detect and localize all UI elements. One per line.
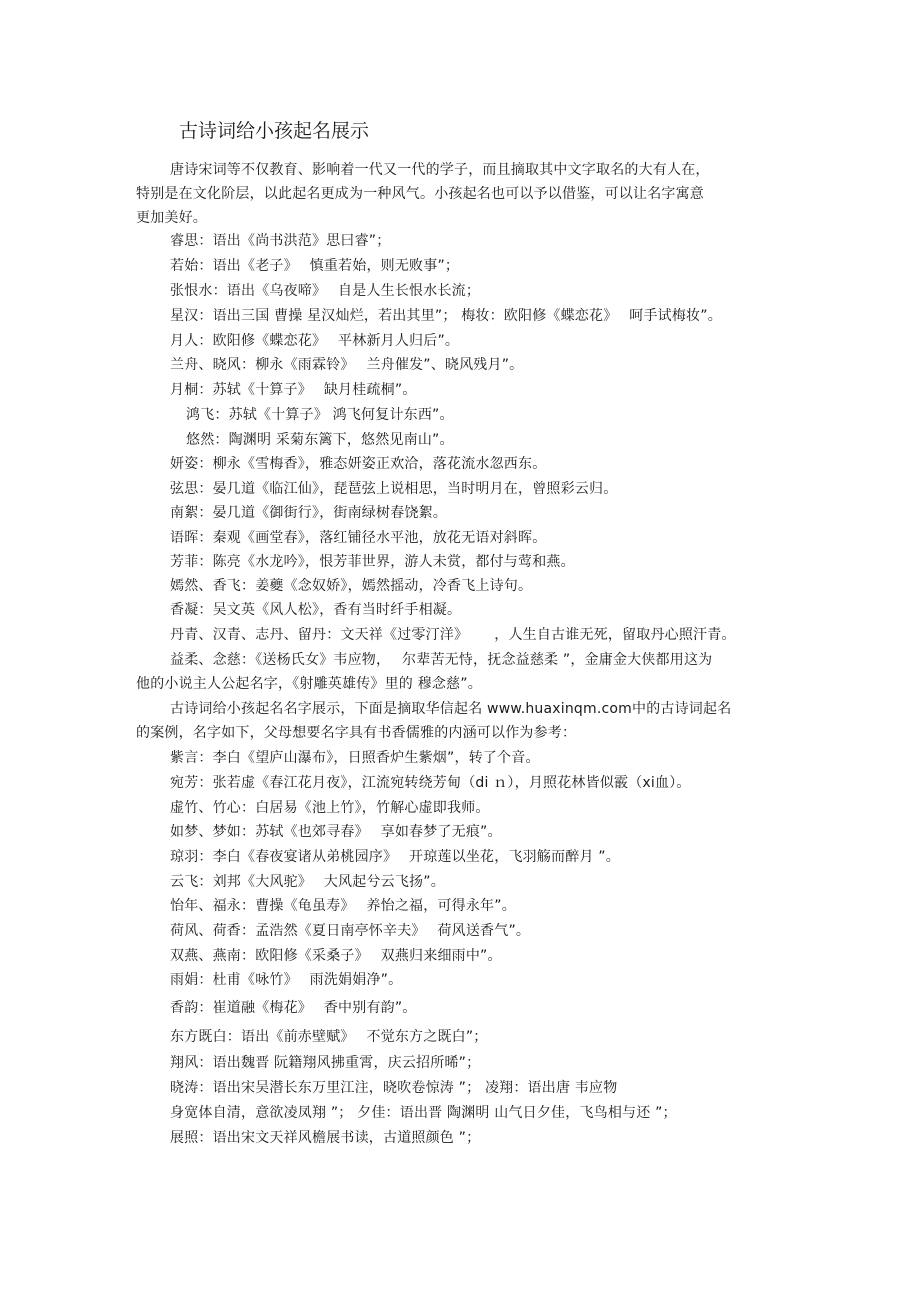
name-entry: 香韵：崔道融《梅花》 香中别有韵”。 <box>170 1000 417 1016</box>
name-entry: 紫言：李白《望庐山瀑布》，日照香炉生紫烟”，转了个音。 <box>170 750 540 766</box>
name-entry: 琼羽：李白《春夜宴诸从弟桃园序》 开琼莲以坐花，飞羽觞而醉月 ”。 <box>170 849 620 865</box>
name-entry: 张恨水：语出《乌夜啼》 自是人生长恨水长流； <box>170 283 481 299</box>
paragraph-line: 的案例，名字如下，父母想要名字具有书香儒雅的内涵可以作为参考： <box>136 725 577 741</box>
page-title: 古诗词给小孩起名展示 <box>179 120 370 142</box>
paragraph-line: 他的小说主人公起名字，《射雕英雄传》里的 穆念慈”。 <box>136 676 482 692</box>
name-entry: 南絮：晏几道《御街行》，街南绿树春饶絮。 <box>170 505 447 521</box>
name-entry: 宛芳：张若虚《春江花月夜》，江流宛转绕芳甸（di ｎ），月照花林皆似霰（xi血）。 <box>170 775 691 791</box>
name-entry: 雨娟：杜甫《咏竹》 雨洗娟娟净”。 <box>170 972 403 988</box>
name-entry: 弦思：晏几道《临江仙》，琵琶弦上说相思，当时明月在，曾照彩云归。 <box>170 481 618 497</box>
name-entry: 荷风、荷香：孟浩然《夏日南亭怀辛夫》 荷风送香气”。 <box>170 923 531 939</box>
name-entry: 双燕、燕南：欧阳修《采桑子》 双燕归来细雨中”。 <box>170 948 502 964</box>
name-entry: 妍姿：柳永《雪梅香》，雅态妍姿正欢洽，落花流水忽西东。 <box>170 456 547 472</box>
name-entry: 睿思：语出《尚书洪范》思曰睿”； <box>170 233 391 249</box>
name-entry: 悠然：陶渊明 采菊东篱下，悠然见南山”。 <box>186 432 454 448</box>
name-entry: 如梦、梦如：苏轼《也郊寻春》 享如春梦了无痕”。 <box>170 824 502 840</box>
name-entry: 展照：语出宋文天祥风檐展书读，古道照颜色 ”； <box>170 1130 481 1146</box>
name-entry: 翔风：语出魏晋 阮籍翔风拂重霄，庆云招所晞”； <box>170 1055 481 1071</box>
name-entry: 星汉：语出三国 曹操 星汉灿烂，若出其里”； 梅妆：欧阳修《蝶恋花》 呵手试梅妆”。 <box>170 308 722 324</box>
paragraph-line: 特别是在文化阶层，以此起名更成为一种风气。小孩起名也可以予以借鉴，可以让名字寓意 <box>136 186 704 202</box>
name-entry: 芳菲：陈亮《水龙吟》，恨芳菲世界，游人未赏，都付与莺和燕。 <box>170 554 575 570</box>
paragraph-line: 古诗词给小孩起名名字展示，下面是摘取华信起名 www.huaxinqm.com中的古诗词起名 <box>170 701 732 717</box>
name-entry: 云飞：刘邦《大风驼》 大风起兮云飞扬”。 <box>170 874 445 890</box>
name-entry: 月桐：苏轼《十算子》 缺月桂疏桐”。 <box>170 382 417 398</box>
name-entry: 东方既白：语出《前赤壁赋》 不觉东方之既白”； <box>170 1029 488 1045</box>
name-entry: 怡年、福永：曹操《龟虽寿》 养怡之福，可得永年”。 <box>170 898 516 914</box>
name-entry: 丹青、汉青、志丹、留丹：文天祥《过零汀洋》 ，人生自古谁无死，留取丹心照汗青。 <box>170 627 736 643</box>
name-entry: 益柔、念慈：《送杨氏女》韦应物， 尔辈苦无恃，抚念益慈柔 ”，金庸金大侠都用这为 <box>170 652 713 668</box>
name-entry: 若始：语出《老子》 慎重若始，则无败事”； <box>170 258 460 274</box>
name-entry: 晓涛：语出宋吴潜长东万里江注，晓吹卷惊涛 ”； 凌翔：语出唐 韦应物 <box>170 1080 618 1096</box>
name-entry: 嫣然、香飞：姜夔《念奴娇》，嫣然摇动，冷香飞上诗句。 <box>170 578 533 594</box>
paragraph-line: 更加美好。 <box>136 210 207 226</box>
name-entry: 兰舟、晓风：柳永《雨霖铃》 兰舟催发”、晓风残月”。 <box>170 357 524 373</box>
name-entry: 身宽体自清，意欲凌凤翔 ”； 夕佳：语出晋 陶渊明 山气日夕佳，飞鸟相与还 ”； <box>170 1105 677 1121</box>
paragraph-line: 唐诗宋词等不仅教育、影响着一代又一代的学子，而且摘取其中文字取名的大有人在， <box>170 162 710 178</box>
name-entry: 鸿飞：苏轼《十算子》 鸿飞何复计东西”。 <box>186 407 454 423</box>
name-entry: 语晖：秦观《画堂春》，落红铺径水平池，放花无语对斜晖。 <box>170 530 547 546</box>
name-entry: 虚竹、竹心：白居易《池上竹》，竹解心虚即我师。 <box>170 800 490 816</box>
name-entry: 月人：欧阳修《蝶恋花》 平林新月人归后”。 <box>170 333 460 349</box>
name-entry: 香凝：吴文英《风人松》，香有当时纤手相凝。 <box>170 602 462 618</box>
